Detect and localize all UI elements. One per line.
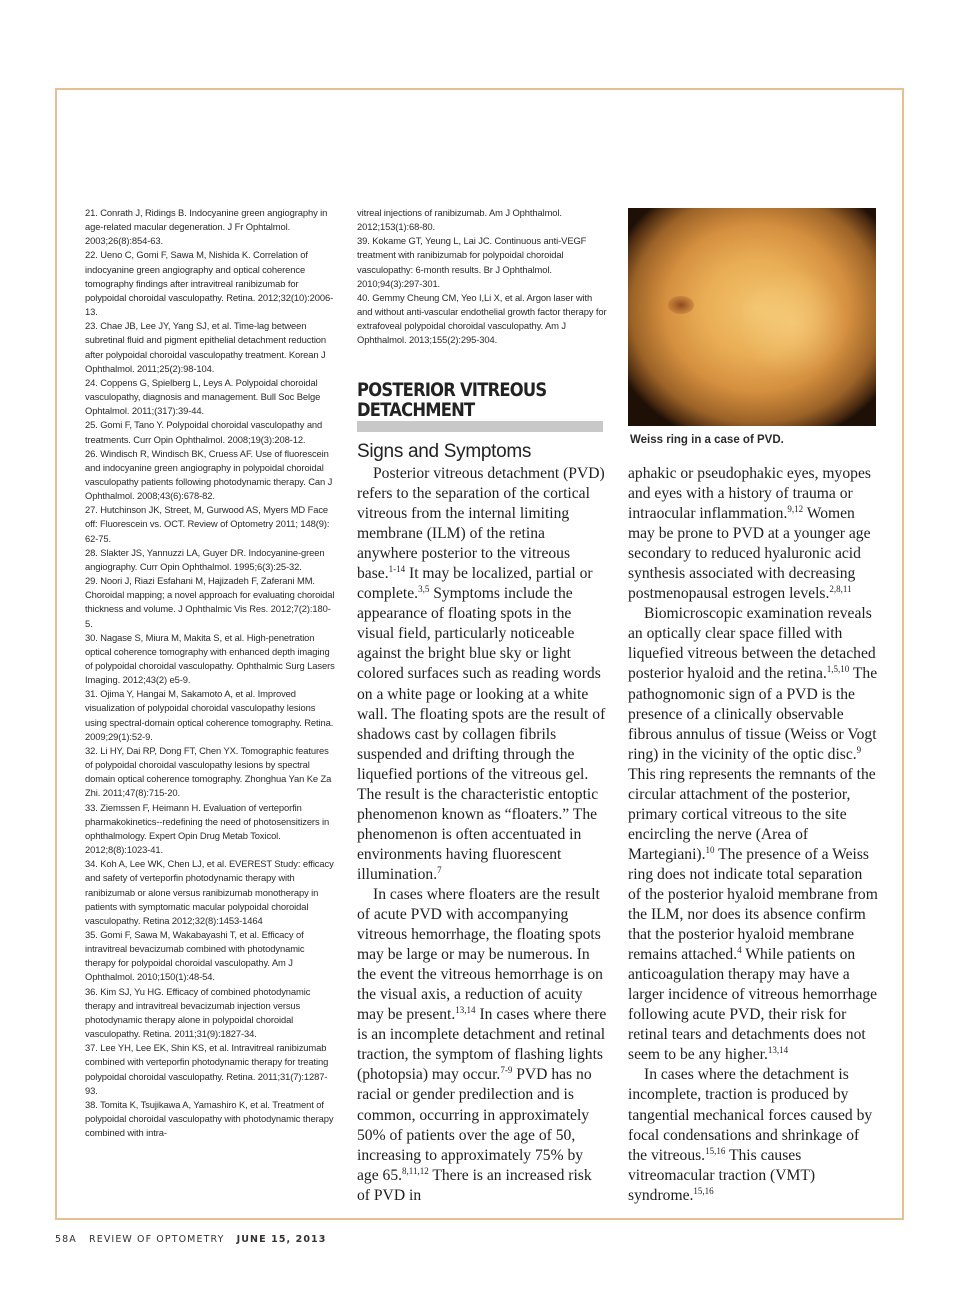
body-paragraph: aphakic or pseudophakic eyes, myopes and eyes with a history of trauma or intraocular inflammation.$^{9,12}$ Women may be prone to PVD at a younger age secondary to reduced hyaluronic acid synthesis associated with decreasing postmenopausal estrogen levels.$^{2,8,11}$ xyxy=(628,465,871,603)
body-paragraph: Biomicroscopic examination reveals an optically clear space filled with liquefied vitreous between the detached posterior hyaloid and the retina.$^{1,5,10}$ The pathognomonic sign of a PVD is the presence of a clinically observable fibrous annulus of tissue (Weiss or Vogt ring) in the vicinity of the optic disc.$^9$ This ring represents the remnants of the circular attachment of the posterior, primary cortical vitreous to the site encircling the nerve (Area of Martegiani).$^{10}$ The presence of a Weiss ring does not indicate total separation of the posterior hyaloid membrane from the ILM, nor does its absence confirm that the posterior hyaloid membrane remains attached.$^4$ While patients on anticoagulation therapy may have a larger incidence of vitreous hemorrhage following acute PVD, their risk for retinal tears and detachments does not seem to be any higher.$^{13,14}$ xyxy=(628,605,878,1064)
body-paragraph: Posterior vitreous detachment (PVD) refers to the separation of the cortical vitreous from the internal limiting membrane (ILM) of the retina anywhere posterior to the vitreous base.$^{1-14}$ It may be localized, partial or complete.$^{3,5}$ Symptoms include the appearance of floating spots in the visual field, particularly noticeable against the bright blue sky or light colored surfaces such as reading words on a white page or looking at a white wall. The floating spots are the result of shadows cast by collagen fibrils suspended and drifting through the liquefied portions of the vitreous gel. The result is the characteristic entoptic phenomenon known as “floaters.” The phenomenon is often accentuated in environments having fluorescent illumination.$^7$ xyxy=(357,465,606,883)
optic-region xyxy=(738,268,848,378)
reference-item: 29. Noori J, Riazi Esfahani M, Hajizadeh F, Zaferani MM. Choroidal mapping; a novel approach for evaluating choroidal thickness and volume. J Ophthalmic Vis Res. 2012;7(2):180-5. xyxy=(85,575,335,629)
citation-superscript: 13,14 xyxy=(767,1045,789,1056)
reference-item: 32. Li HY, Dai RP, Dong FT, Chen YX. Tomographic features of polypoidal choroidal vasculopathy lesions by spectral domain optical coherence tomography. Zhonghua Yan Ke Za Zhi. 2011;47(8):715-20. xyxy=(85,744,332,799)
reference-item: vitreal injections of ranibizumab. Am J Ophthalmol. 2012;153(1):68-80. xyxy=(357,207,562,233)
reference-item: 35. Gomi F, Sawa M, Wakabayashi T, et al. Efficacy of intravitreal bevacizumab combined with photodynamic therapy for polypoidal choroidal vasculopathy. Am J Ophthalmol. 2010;150(1):48-54. xyxy=(85,928,305,983)
issue-date: JUNE 15, 2013 xyxy=(236,1234,327,1245)
figure-caption: Weiss ring in a case of PVD. xyxy=(630,434,784,446)
citation-superscript: 8,11,12 xyxy=(402,1165,429,1176)
reference-item: 31. Ojima Y, Hangai M, Sakamoto A, et al. Improved visualization of polypoidal choroidal vasculopathy lesions using spectral-domain optical coherence tomography. Retina. 2009;29(1):52-9. xyxy=(85,688,334,742)
reference-item: 37. Lee YH, Lee EK, Shin KS, et al. Intravitreal ranibizumab combined with verteporfin photodynamic therapy for treating polypoidal choroidal vasculopathy. Retina. 2011;31(7):1287-93. xyxy=(85,1042,329,1096)
citation-superscript: 15,16 xyxy=(705,1145,726,1156)
body-column-middle xyxy=(357,464,607,1206)
section-title: POSTERIOR VITREOUS DETACHMENT xyxy=(357,379,547,421)
fundus-photo xyxy=(628,208,876,426)
reference-item: 23. Chae JB, Lee JY, Yang SJ, et al. Time-lag between subretinal fluid and pigment epithelial detachment reduction after polypoidal choroidal vasculopathy treatment. Korean J Ophthalmol. 2011;25(2):98-104. xyxy=(85,320,327,374)
page-footer xyxy=(55,1234,334,1245)
references-column-2 xyxy=(357,206,607,348)
body-column-right xyxy=(628,464,878,1206)
citation-superscript: 3,5 xyxy=(418,584,430,595)
weiss-ring-mark xyxy=(668,296,694,314)
citation-superscript: 9 xyxy=(856,744,862,755)
subheading: Signs and Symptoms xyxy=(357,441,532,462)
publication-name: REVIEW OF OPTOMETRY xyxy=(89,1234,225,1245)
reference-item: 28. Slakter JS, Yannuzzi LA, Guyer DR. Indocyanine-green angiography. Curr Opin Ophthalmol. 1995;6(3):25-32. xyxy=(85,546,325,572)
citation-superscript: 9,12 xyxy=(787,503,804,514)
citation-superscript: 13,14 xyxy=(455,1005,476,1016)
reference-item: 22. Ueno C, Gomi F, Sawa M, Nishida K. Correlation of indocyanine green angiography and optical coherence tomography findings after intravitreal ranibizumab for polypoidal choroidal vasculopathy. Retina. 2012;32(10):2006-13. xyxy=(85,249,334,318)
page-number: 58A xyxy=(55,1234,77,1245)
citation-superscript: 7 xyxy=(437,864,442,875)
citation-superscript: 7-9 xyxy=(500,1065,513,1076)
reference-item: 39. Kokame GT, Yeung L, Lai JC. Continuous anti-VEGF treatment with ranibizumab for polypoidal choroidal vasculopathy: 6-month results. Br J Ophthalmol. 2010;94(3):297-301. xyxy=(357,235,587,289)
reference-item: 21. Conrath J, Ridings B. Indocyanine green angiography in age-related macular degeneration. J Fr Ophtalmol. 2003;26(8):854-63. xyxy=(85,207,328,247)
reference-item: 26. Windisch R, Windisch BK, Cruess AF. Use of fluorescein and indocyanine green angiography in polypoidal choroidal vasculopathy patients following photodynamic therapy. Can J Ophthalmol. 2008;43(6):678-82. xyxy=(85,447,333,502)
reference-item: 34. Koh A, Lee WK, Chen LJ, et al. EVEREST Study: efficacy and safety of verteporfin photodynamic therapy with ranibizumab or alone versus ranibizumab monotherapy in patients with symptomatic macular polypoidal choroidal vasculopathy. Retina 2012;32(8):1453-1464 xyxy=(85,858,334,926)
reference-item: 24. Coppens G, Spielberg L, Leys A. Polypoidal choroidal vasculopathy, diagnosis and management. Bull Soc Belge Ophtalmol. 2011;(317):39-44. xyxy=(85,376,321,417)
citation-superscript: 2,8,11 xyxy=(829,584,852,595)
body-paragraph: In cases where floaters are the result of acute PVD with accompanying vitreous hemorrhage, the floating spots may be large or may be numerous. In the event the vitreous hemorrhage is on the visual axis, a reduction of acuity may be present.$^{13,14}$ In cases where there is an incomplete detachment and retinal traction, the symptom of flashing lights (photopsia) may occur.$^{7-9}$ PVD has no racial or gender predilection and is common, occurring in approximately 50% of patients over the age of 50, increasing to approximately 75% by age 65.$^{8,11,12}$ There is an increased risk of PVD in xyxy=(357,885,607,1204)
reference-item: 30. Nagase S, Miura M, Makita S, et al. High-penetration optical coherence tomography with enhanced depth imaging of polypoidal choroidal vasculopathy. Ophthalmic Surg Lasers Imaging. 2012;43(2) e5-9. xyxy=(85,631,335,686)
reference-item: 25. Gomi F, Tano Y. Polypoidal choroidal vasculopathy and treatments. Curr Opin Ophthalmol. 2008;19(3):208-12. xyxy=(85,419,323,445)
section-heading xyxy=(357,380,603,432)
reference-item: 40. Gemmy Cheung CM, Yeo I,Li X, et al. Argon laser with and without anti-vascular endothelial growth factor therapy for extrafoveal polypoidal choroidal vasculopathy. Am J Ophthalmol. 2013;155(2):295-304. xyxy=(357,291,607,346)
citation-superscript: 1,5,10 xyxy=(826,664,850,675)
reference-item: 36. Kim SJ, Yu HG. Efficacy of combined photodynamic therapy and intravitreal bevacizumab injection versus photodynamic therapy alone in polypoidal choroidal vasculopathy. Retina. 2011;31(9):1827-34. xyxy=(85,985,311,1040)
citation-superscript: 15,16 xyxy=(693,1185,714,1196)
reference-item: 38. Tomita K, Tsujikawa A, Yamashiro K, et al. Treatment of polypoidal choroidal vasculopathy with photodynamic therapy combined with intra- xyxy=(85,1098,334,1139)
citation-superscript: 10 xyxy=(705,844,715,855)
citation-superscript: 1-14 xyxy=(388,564,406,575)
body-paragraph: In cases where the detachment is incomplete, traction is produced by tangential mechanical forces caused by focal condensations and shrinkage of the vitreous.$^{15,16}$ This causes vitreomacular traction (VMT) syndrome.$^{15,16}$ xyxy=(628,1066,873,1204)
citation-superscript: 4 xyxy=(737,944,742,955)
reference-item: 27. Hutchinson JK, Street, M, Gurwood AS, Myers MD Face off: Fluorescein vs. OCT. Review of Optometry 2011; 148(9): 62-75. xyxy=(85,504,330,544)
reference-item: 33. Ziemssen F, Heimann H. Evaluation of verteporfin pharmakokinetics--redefining the need of photosensitizers in ophthalmology. Expert Opin Drug Metab Toxicol. 2012;8(8):1023-41. xyxy=(85,801,330,856)
references-column-1 xyxy=(85,206,335,1140)
